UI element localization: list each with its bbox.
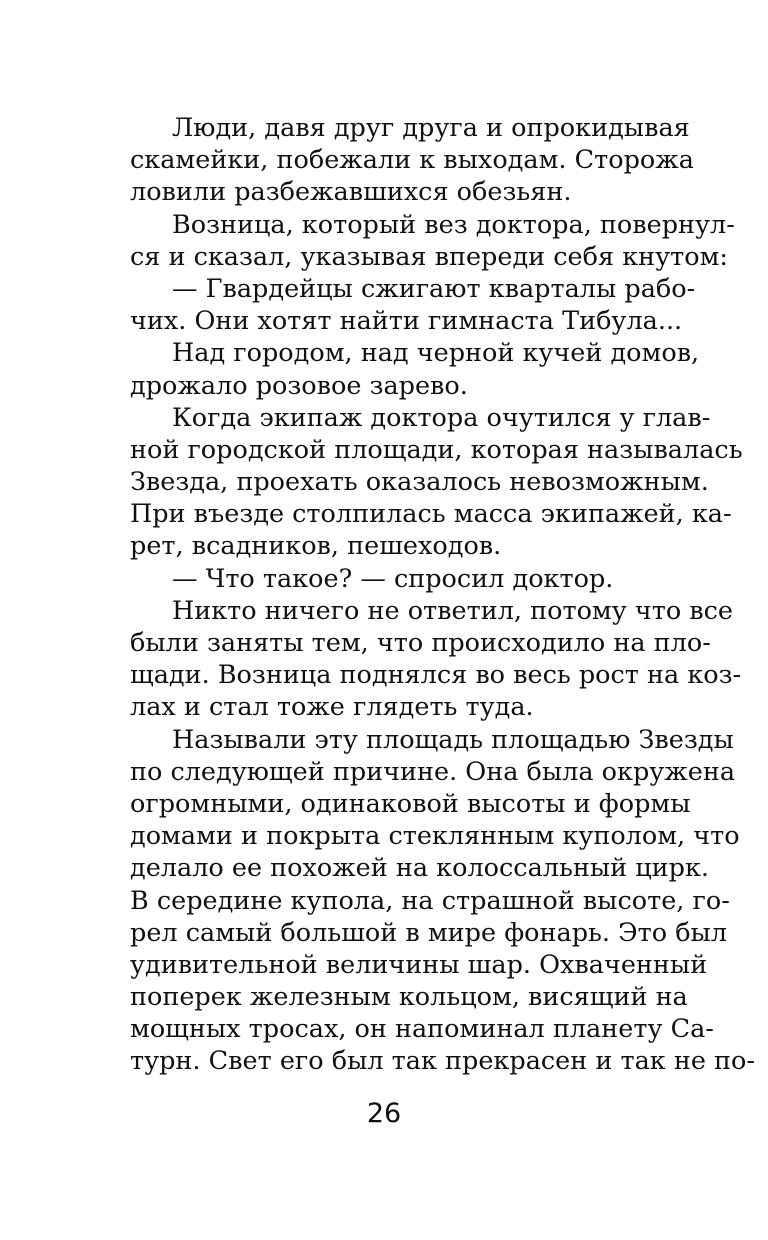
text-line: дрожало розовое зарево. <box>130 370 468 401</box>
text-line: Называли эту площадь площадью Звезды <box>172 724 734 755</box>
text-line: В середине купола, на страшной высоте, го- <box>130 885 730 916</box>
text-line: щади. Возница поднялся во весь рост на коз- <box>130 660 742 691</box>
text-line: — Гвардейцы сжигают кварталы рабо- <box>172 273 696 304</box>
text-line: скамейки, побежали к выходам. Сторожа <box>130 145 694 176</box>
text-line: турн. Свет его был так прекрасен и так не по- <box>130 1046 755 1077</box>
text-line: чих. Они хотят найти гимнаста Тибула... <box>130 306 683 337</box>
page-body-text <box>130 112 755 1078</box>
text-line: по следующей причине. Она была окружена <box>130 756 736 787</box>
text-line: При въезде столпилась масса экипажей, ка- <box>130 499 732 530</box>
text-line: — Что такое? — спросил доктор. <box>172 563 614 594</box>
text-line: были заняты тем, что происходило на пло- <box>130 628 711 658</box>
text-line: Звезда, проехать оказалось невозможным. <box>130 467 709 498</box>
text-line: Возница, который вез доктора, повернул- <box>172 209 735 240</box>
text-line: Над городом, над черной кучей домов, <box>172 338 700 369</box>
text-line: мощных тросах, он напоминал планету Са- <box>130 1014 714 1045</box>
text-line: лах и стал тоже глядеть туда. <box>130 692 534 723</box>
text-line: огромными, одинаковой высоты и формы <box>130 788 691 819</box>
page-number: 26 <box>366 1098 402 1129</box>
text-line: делало ее похожей на колоссальный цирк. <box>130 853 710 884</box>
text-line: ловили разбежавшихся обезьян. <box>130 177 572 208</box>
text-line: ся и сказал, указывая впереди себя кнутом: <box>130 241 729 272</box>
text-line: удивительной величины шар. Охваченный <box>130 949 708 980</box>
text-line: Люди, давя друг друга и опрокидывая <box>172 113 690 143</box>
text-line: Когда экипаж доктора очутился у глав- <box>172 402 711 433</box>
text-line: рел самый большой в мире фонарь. Это был <box>130 917 728 948</box>
text-line: домами и покрыта стеклянным куполом, что <box>130 821 740 852</box>
text-line: ной городской площади, которая называлась <box>130 434 743 465</box>
text-line: Никто ничего не ответил, потому что все <box>172 595 734 626</box>
text-line: рет, всадников, пешеходов. <box>130 531 502 562</box>
text-line: поперек железным кольцом, висящий на <box>130 982 688 1013</box>
